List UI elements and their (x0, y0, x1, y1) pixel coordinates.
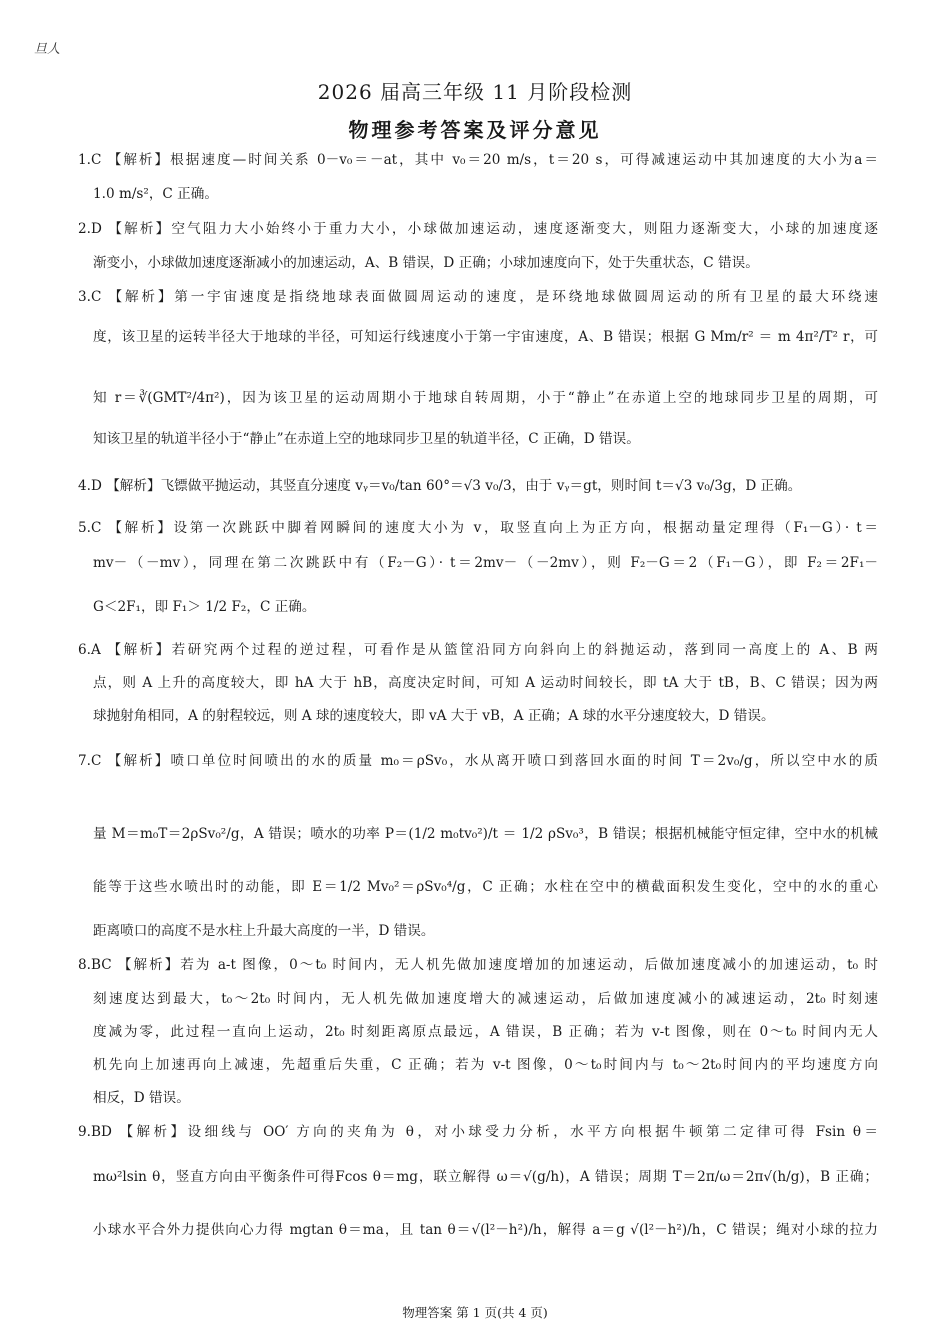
answer-line-7: 知 r＝∛(GMT²/4π²)，因为该卫星的运动周期小于地球自转周期，小于“静止”在赤道上空的地球同步卫星的周期，可 (93, 390, 878, 406)
page-subtitle: 物理参考答案及评分意见 (348, 118, 602, 142)
answer-line-19: 距离喷口的高度不是水柱上升最大高度的一半，D 错误。 (93, 923, 435, 939)
answer-line-14: 点，则 A 上升的高度较大，即 hA 大于 hB，高度决定时间，可知 A 运动时间较长，即 tA 大于 tB，B、C 错误；因为两 (93, 675, 878, 691)
answer-line-17: 量 M＝m₀T＝2ρSv₀²/g，A 错误；喷水的功率 P＝(1/2 m₀tv₀²)/t ＝ 1/2 ρSv₀³，B 错误；根据机械能守恒定律，空中水的机械 (93, 826, 878, 842)
answer-line-21: 刻速度达到最大，t₀～2t₀ 时间内，无人机先做加速度增大的减速运动，后做加速度减小的减速运动，2t₀ 时刻速 (93, 991, 878, 1007)
answer-line-6: 度，该卫星的运转半径大于地球的半径，可知运行线速度小于第一宇宙速度，A、B 错误；根据 G Mm/r² ＝ m 4π²/T² r，可 (93, 329, 878, 345)
answer-line-26: mω²lsin θ，竖直方向由平衡条件可得Fcos θ＝mg，联立解得 ω＝√(g/h)，A 错误；周期 T＝2π/ω＝2π√(h/g)，B 正确； (93, 1169, 878, 1185)
answer-line-11: mv－（－mv），同理在第二次跳跃中有（F₂－G）· t＝2mv－（－2mv），则 F₂－G＝2（F₁－G），即 F₂＝2F₁－ (93, 555, 878, 571)
answer-line-12: G＜2F₁，即 F₁＞ 1/2 F₂，C 正确。 (93, 599, 316, 615)
answer-line-4: 渐变小，小球做加速度逐渐减小的加速运动，A、B 错误，D 正确；小球加速度向下，处于失重状态，C 错误。 (93, 255, 759, 271)
answer-line-5: 3.C 【解析】第一宇宙速度是指绕地球表面做圆周运动的速度，是环绕地球做圆周运动的所有卫星的最大环绕速 (78, 289, 878, 305)
answer-line-20: 8.BC 【解析】若为 a-t 图像，0～t₀ 时间内，无人机先做加速度增加的加速运动，后做加速度减小的加速运动，t₀ 时 (78, 957, 878, 973)
answer-line-8: 知该卫星的轨道半径小于“静止”在赤道上空的地球同步卫星的轨道半径，C 正确，D 错误。 (93, 431, 640, 447)
answer-line-16: 7.C 【解析】喷口单位时间喷出的水的质量 m₀＝ρSv₀，水从离开喷口到落回水面的时间 T＝2v₀/g，所以空中水的质 (78, 753, 878, 769)
answer-line-23: 机先向上加速再向上减速，先超重后失重，C 正确；若为 v-t 图像，0～t₀时间内与 t₀～2t₀时间内的平均速度方向 (93, 1057, 878, 1073)
answer-line-24: 相反，D 错误。 (93, 1090, 190, 1106)
answer-line-13: 6.A 【解析】若研究两个过程的逆过程，可看作是从篮筐沿同方向斜向上的斜抛运动，落到同一高度上的 A、B 两 (78, 642, 878, 658)
answer-line-18: 能等于这些水喷出时的动能，即 E＝1/2 Mv₀²＝ρSv₀⁴/g，C 正确；水柱在空中的横截面积发生变化，空中的水的重心 (93, 879, 878, 895)
answer-line-10: 5.C 【解析】设第一次跳跃中脚着网瞬间的速度大小为 v，取竖直向上为正方向，根据动量定理得（F₁－G）· t＝ (78, 520, 878, 536)
corner-mark: 旦人 (34, 42, 61, 57)
page-footer: 物理答案 第 1 页(共 4 页) (402, 1305, 548, 1320)
answer-line-3: 2.D 【解析】空气阻力大小始终小于重力大小，小球做加速运动，速度逐渐变大，则阻力逐渐变大，小球的加速度逐 (78, 221, 878, 237)
answer-line-22: 度减为零，此过程一直向上运动，2t₀ 时刻距离原点最远，A 错误，B 正确；若为 v-t 图像，则在 0～t₀ 时间内无人 (93, 1024, 878, 1040)
answer-line-15: 球抛射角相同，A 的射程较远，则 A 球的速度较大，即 vA 大于 vB，A 正确；A 球的水平分速度较大，D 错误。 (93, 708, 775, 724)
answer-line-25: 9.BD 【解析】设细线与 OO′ 方向的夹角为 θ，对小球受力分析，水平方向根据牛顿第二定律可得 Fsin θ＝ (78, 1124, 878, 1140)
answer-line-1: 1.C 【解析】根据速度—时间关系 0－v₀＝－at，其中 v₀＝20 m/s，t＝20 s，可得减速运动中其加速度的大小为a＝ (78, 152, 878, 168)
answer-line-27: 小球水平合外力提供向心力得 mgtan θ＝ma，且 tan θ＝√(l²－h²)/h，解得 a＝g √(l²－h²)/h，C 错误；绳对小球的拉力 (93, 1222, 878, 1238)
answer-line-9: 4.D 【解析】飞镖做平抛运动，其竖直分速度 vᵧ＝v₀/tan 60°＝√3 v₀/3，由于 vᵧ＝gt，则时间 t＝√3 v₀/3g，D 正确。 (78, 478, 802, 494)
answer-line-2: 1.0 m/s²，C 正确。 (93, 186, 218, 202)
page-title: 2026 届高三年级 11 月阶段检测 (317, 80, 633, 104)
